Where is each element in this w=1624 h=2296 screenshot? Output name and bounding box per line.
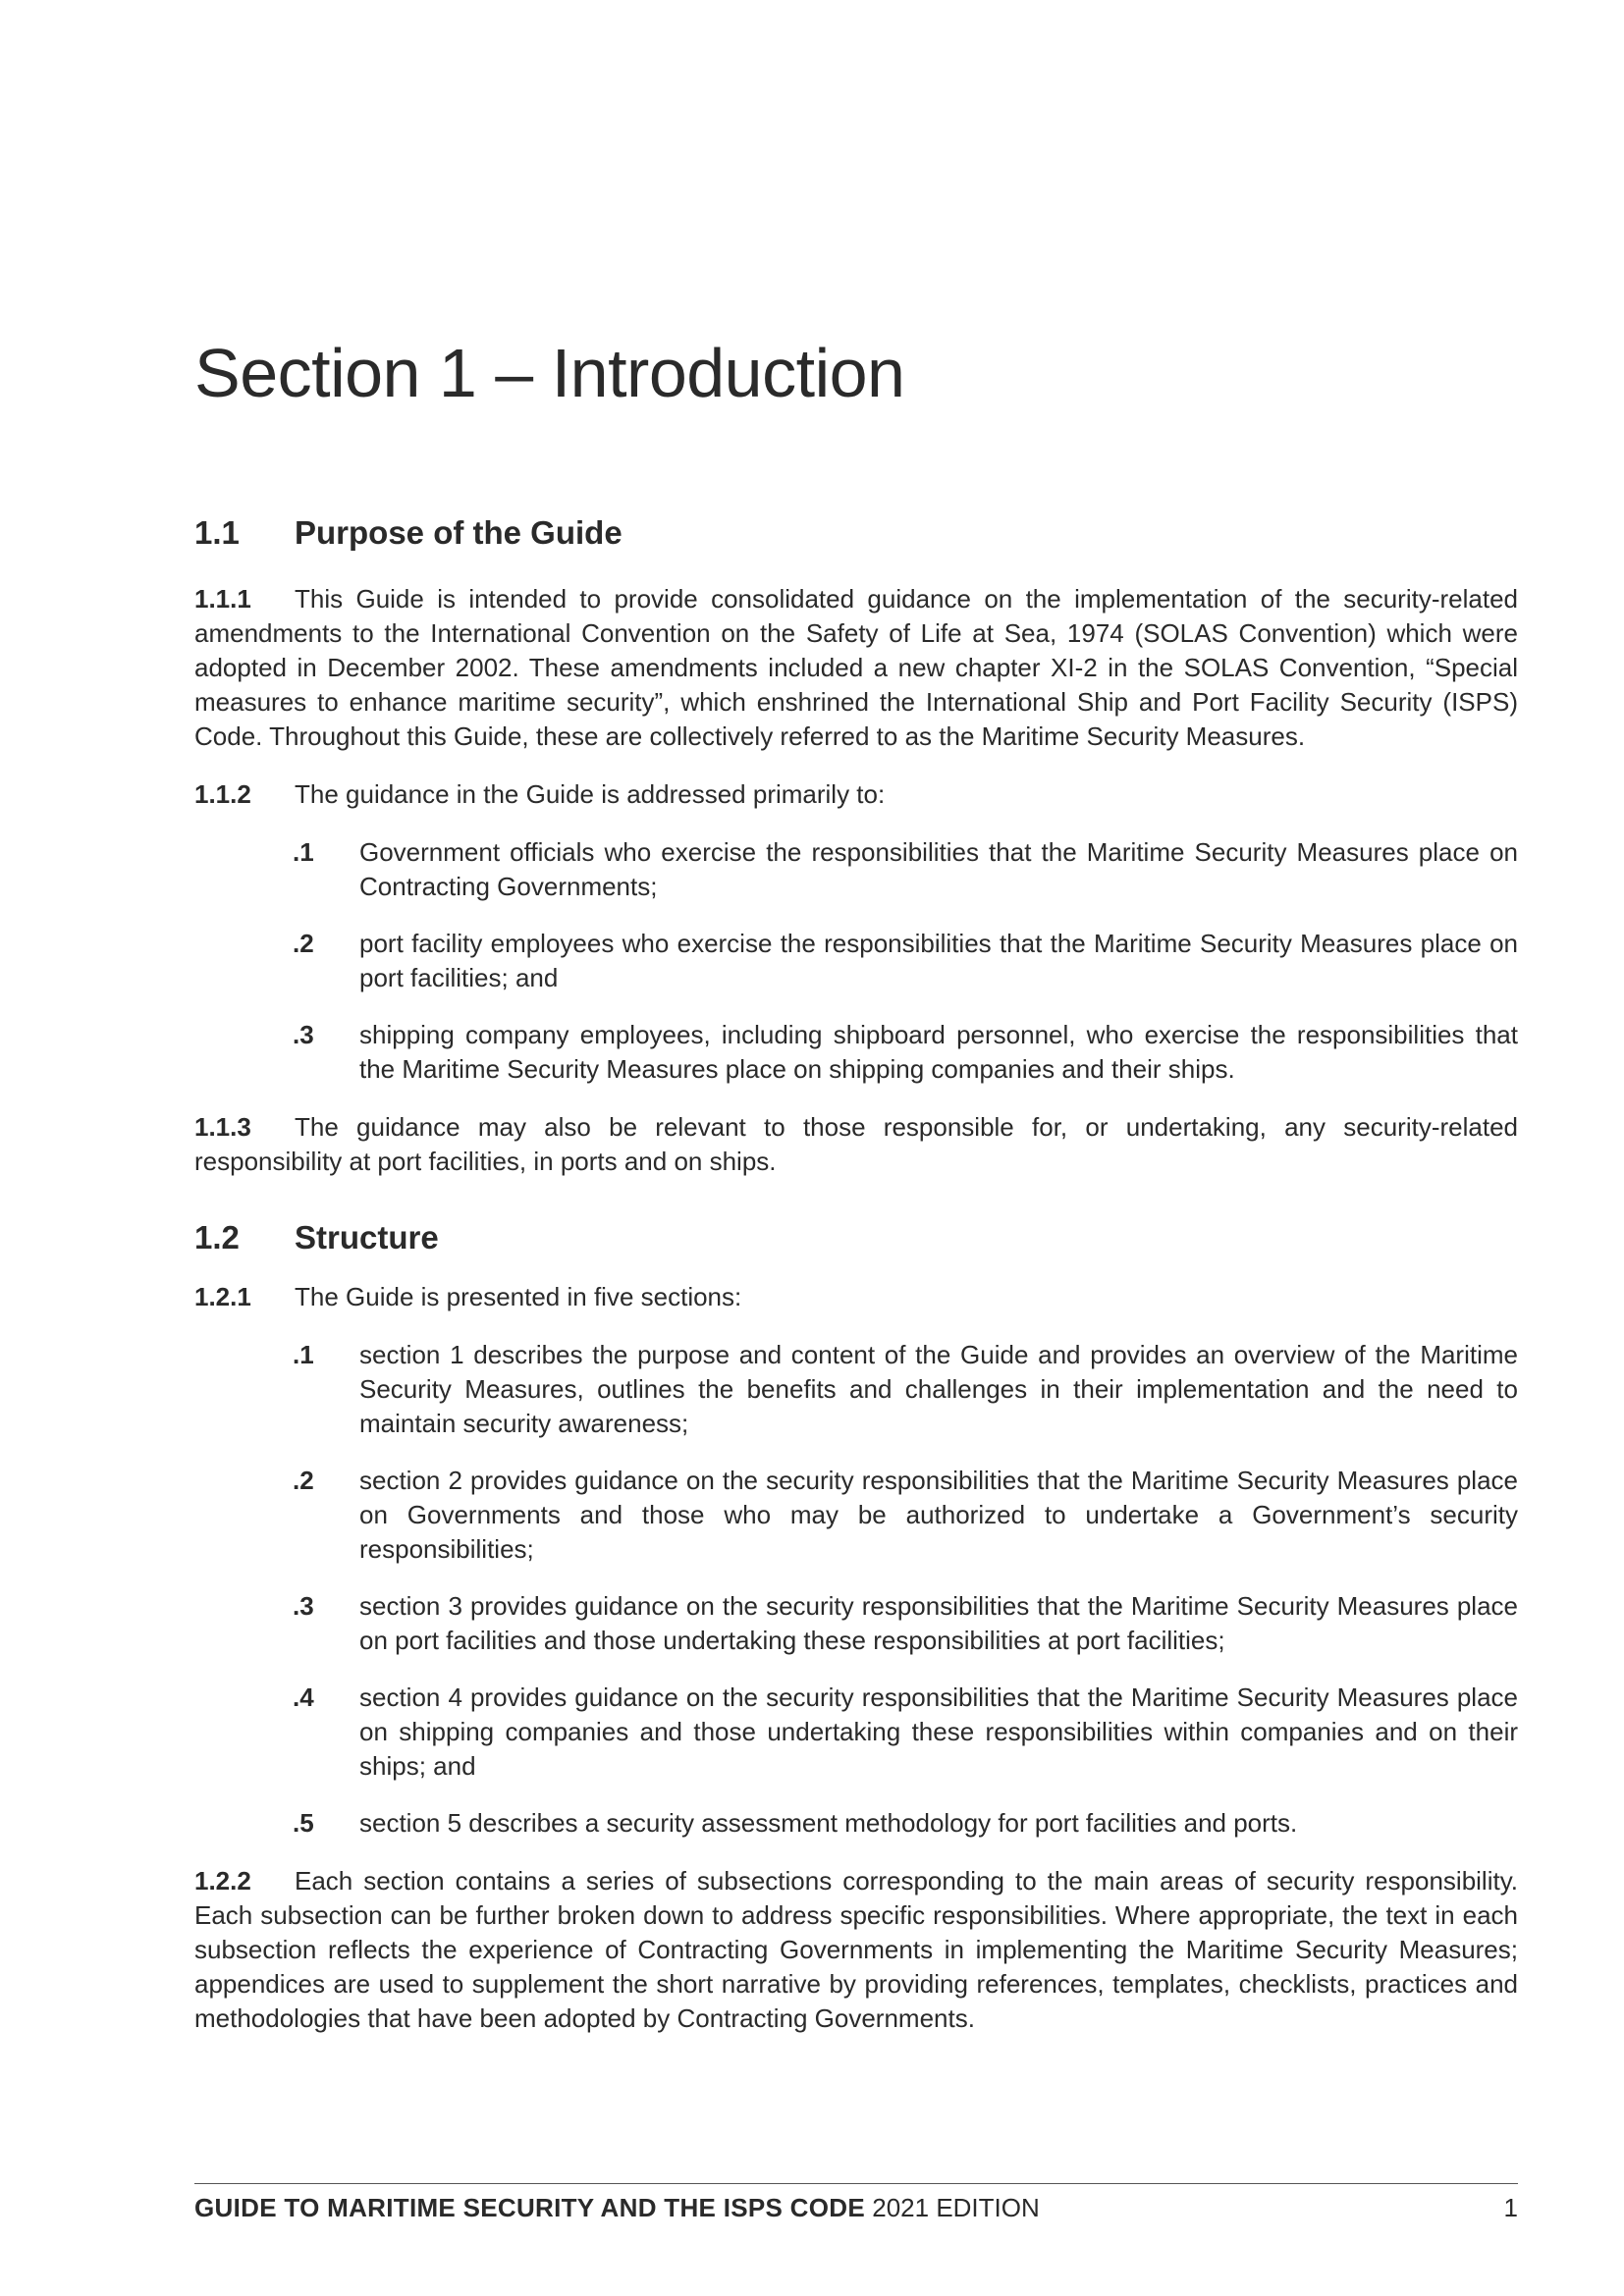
page-number: 1	[1503, 2193, 1518, 2222]
audience-list	[194, 835, 1518, 1087]
list-item-number: .1	[293, 1340, 314, 1369]
section-heading-text: Purpose of the Guide	[295, 514, 623, 551]
list-item-text: Government officials who exercise the responsibilities that the Maritime Security Measures place on Contracting Governments;	[359, 837, 1518, 901]
page-title: Section 1 – Introduction	[194, 335, 905, 411]
list-item	[194, 1589, 1518, 1658]
list-item	[194, 1338, 1518, 1441]
list-item-text: section 5 describes a security assessment methodology for port facilities and ports.	[359, 1808, 1298, 1838]
section-heading-1-1	[194, 515, 1518, 550]
paragraph-number: 1.1.3	[194, 1112, 251, 1142]
section-number: 1.1	[194, 514, 240, 551]
footer-title-group	[194, 2193, 1040, 2223]
section-heading-1-2	[194, 1220, 1518, 1255]
list-item-text: section 3 provides guidance on the security responsibilities that the Maritime Security Measures place on port facilities and those undertaking these responsibilities at port facilities;	[359, 1591, 1518, 1655]
page-content	[194, 515, 1518, 2059]
footer-edition: 2021 EDITION	[872, 2193, 1040, 2222]
list-item-text: section 1 describes the purpose and content of the Guide and provides an overview of the Maritime Security Measures, outlines the benefits and challenges in their implementation and the need to maintain security awareness;	[359, 1340, 1518, 1438]
paragraph-text: This Guide is intended to provide consolidated guidance on the implementation of the security-related amendments to the International Convention on the Safety of Life at Sea, 1974 (SOLAS Convention) which were adopted in December 2002. These amendments included a new chapter XI-2 in the SOLAS Convention, “Special measures to enhance maritime security”, which enshrined the International Ship and Port Facility Security (ISPS) Code. Throughout this Guide, these are collectively referred to as the Maritime Security Measures.	[194, 584, 1518, 751]
list-item	[194, 835, 1518, 904]
list-item	[194, 1681, 1518, 1784]
paragraph-number: 1.2.1	[194, 1282, 251, 1311]
footer-title: GUIDE TO MARITIME SECURITY AND THE ISPS CODE	[194, 2193, 866, 2222]
paragraph-1-1-1	[194, 582, 1518, 754]
paragraph-1-2-1	[194, 1280, 1518, 1314]
list-item-number: .5	[293, 1808, 314, 1838]
paragraph-text: Each section contains a series of subsections corresponding to the main areas of security responsibility. Each subsection can be further broken down to address specific responsibilities. Where appropriate, the text in each subsection reflects the experience of Contracting Governments in implementing the Maritime Security Measures; appendices are used to supplement the short narrative by providing references, templates, checklists, practices and methodologies that have been adopted by Contracting Governments.	[194, 1866, 1518, 2033]
section-heading-text: Structure	[295, 1219, 439, 1255]
section-number: 1.2	[194, 1219, 240, 1255]
list-item-text: section 2 provides guidance on the security responsibilities that the Maritime Security Measures place on Governments and those who may be authorized to undertake a Government’s security responsibilities;	[359, 1466, 1518, 1564]
paragraph-1-1-2	[194, 777, 1518, 812]
paragraph-number: 1.1.1	[194, 584, 251, 614]
list-item-number: .3	[293, 1020, 314, 1049]
paragraph-number: 1.1.2	[194, 779, 251, 809]
list-item-text: shipping company employees, including shipboard personnel, who exercise the responsibilities that the Maritime Security Measures place on shipping companies and their ships.	[359, 1020, 1518, 1084]
list-item	[194, 927, 1518, 995]
list-item-number: .2	[293, 929, 314, 958]
structure-list	[194, 1338, 1518, 1841]
page-footer	[194, 2183, 1518, 2223]
list-item-text: section 4 provides guidance on the security responsibilities that the Maritime Security Measures place on shipping companies and those undertaking these responsibilities within companies and on their ships; and	[359, 1682, 1518, 1781]
list-item-number: .2	[293, 1466, 314, 1495]
list-item-number: .4	[293, 1682, 314, 1712]
list-item	[194, 1464, 1518, 1567]
paragraph-1-1-3	[194, 1110, 1518, 1179]
list-item	[194, 1018, 1518, 1087]
paragraph-text: The Guide is presented in five sections:	[295, 1282, 742, 1311]
list-item-text: port facility employees who exercise the responsibilities that the Maritime Security Measures place on port facilities; and	[359, 929, 1518, 992]
list-item-number: .1	[293, 837, 314, 867]
paragraph-text: The guidance may also be relevant to those responsible for, or undertaking, any security-related responsibility at port facilities, in ports and on ships.	[194, 1112, 1518, 1176]
paragraph-1-2-2	[194, 1864, 1518, 2036]
list-item-number: .3	[293, 1591, 314, 1621]
paragraph-text: The guidance in the Guide is addressed primarily to:	[295, 779, 886, 809]
list-item	[194, 1806, 1518, 1841]
paragraph-number: 1.2.2	[194, 1866, 251, 1896]
